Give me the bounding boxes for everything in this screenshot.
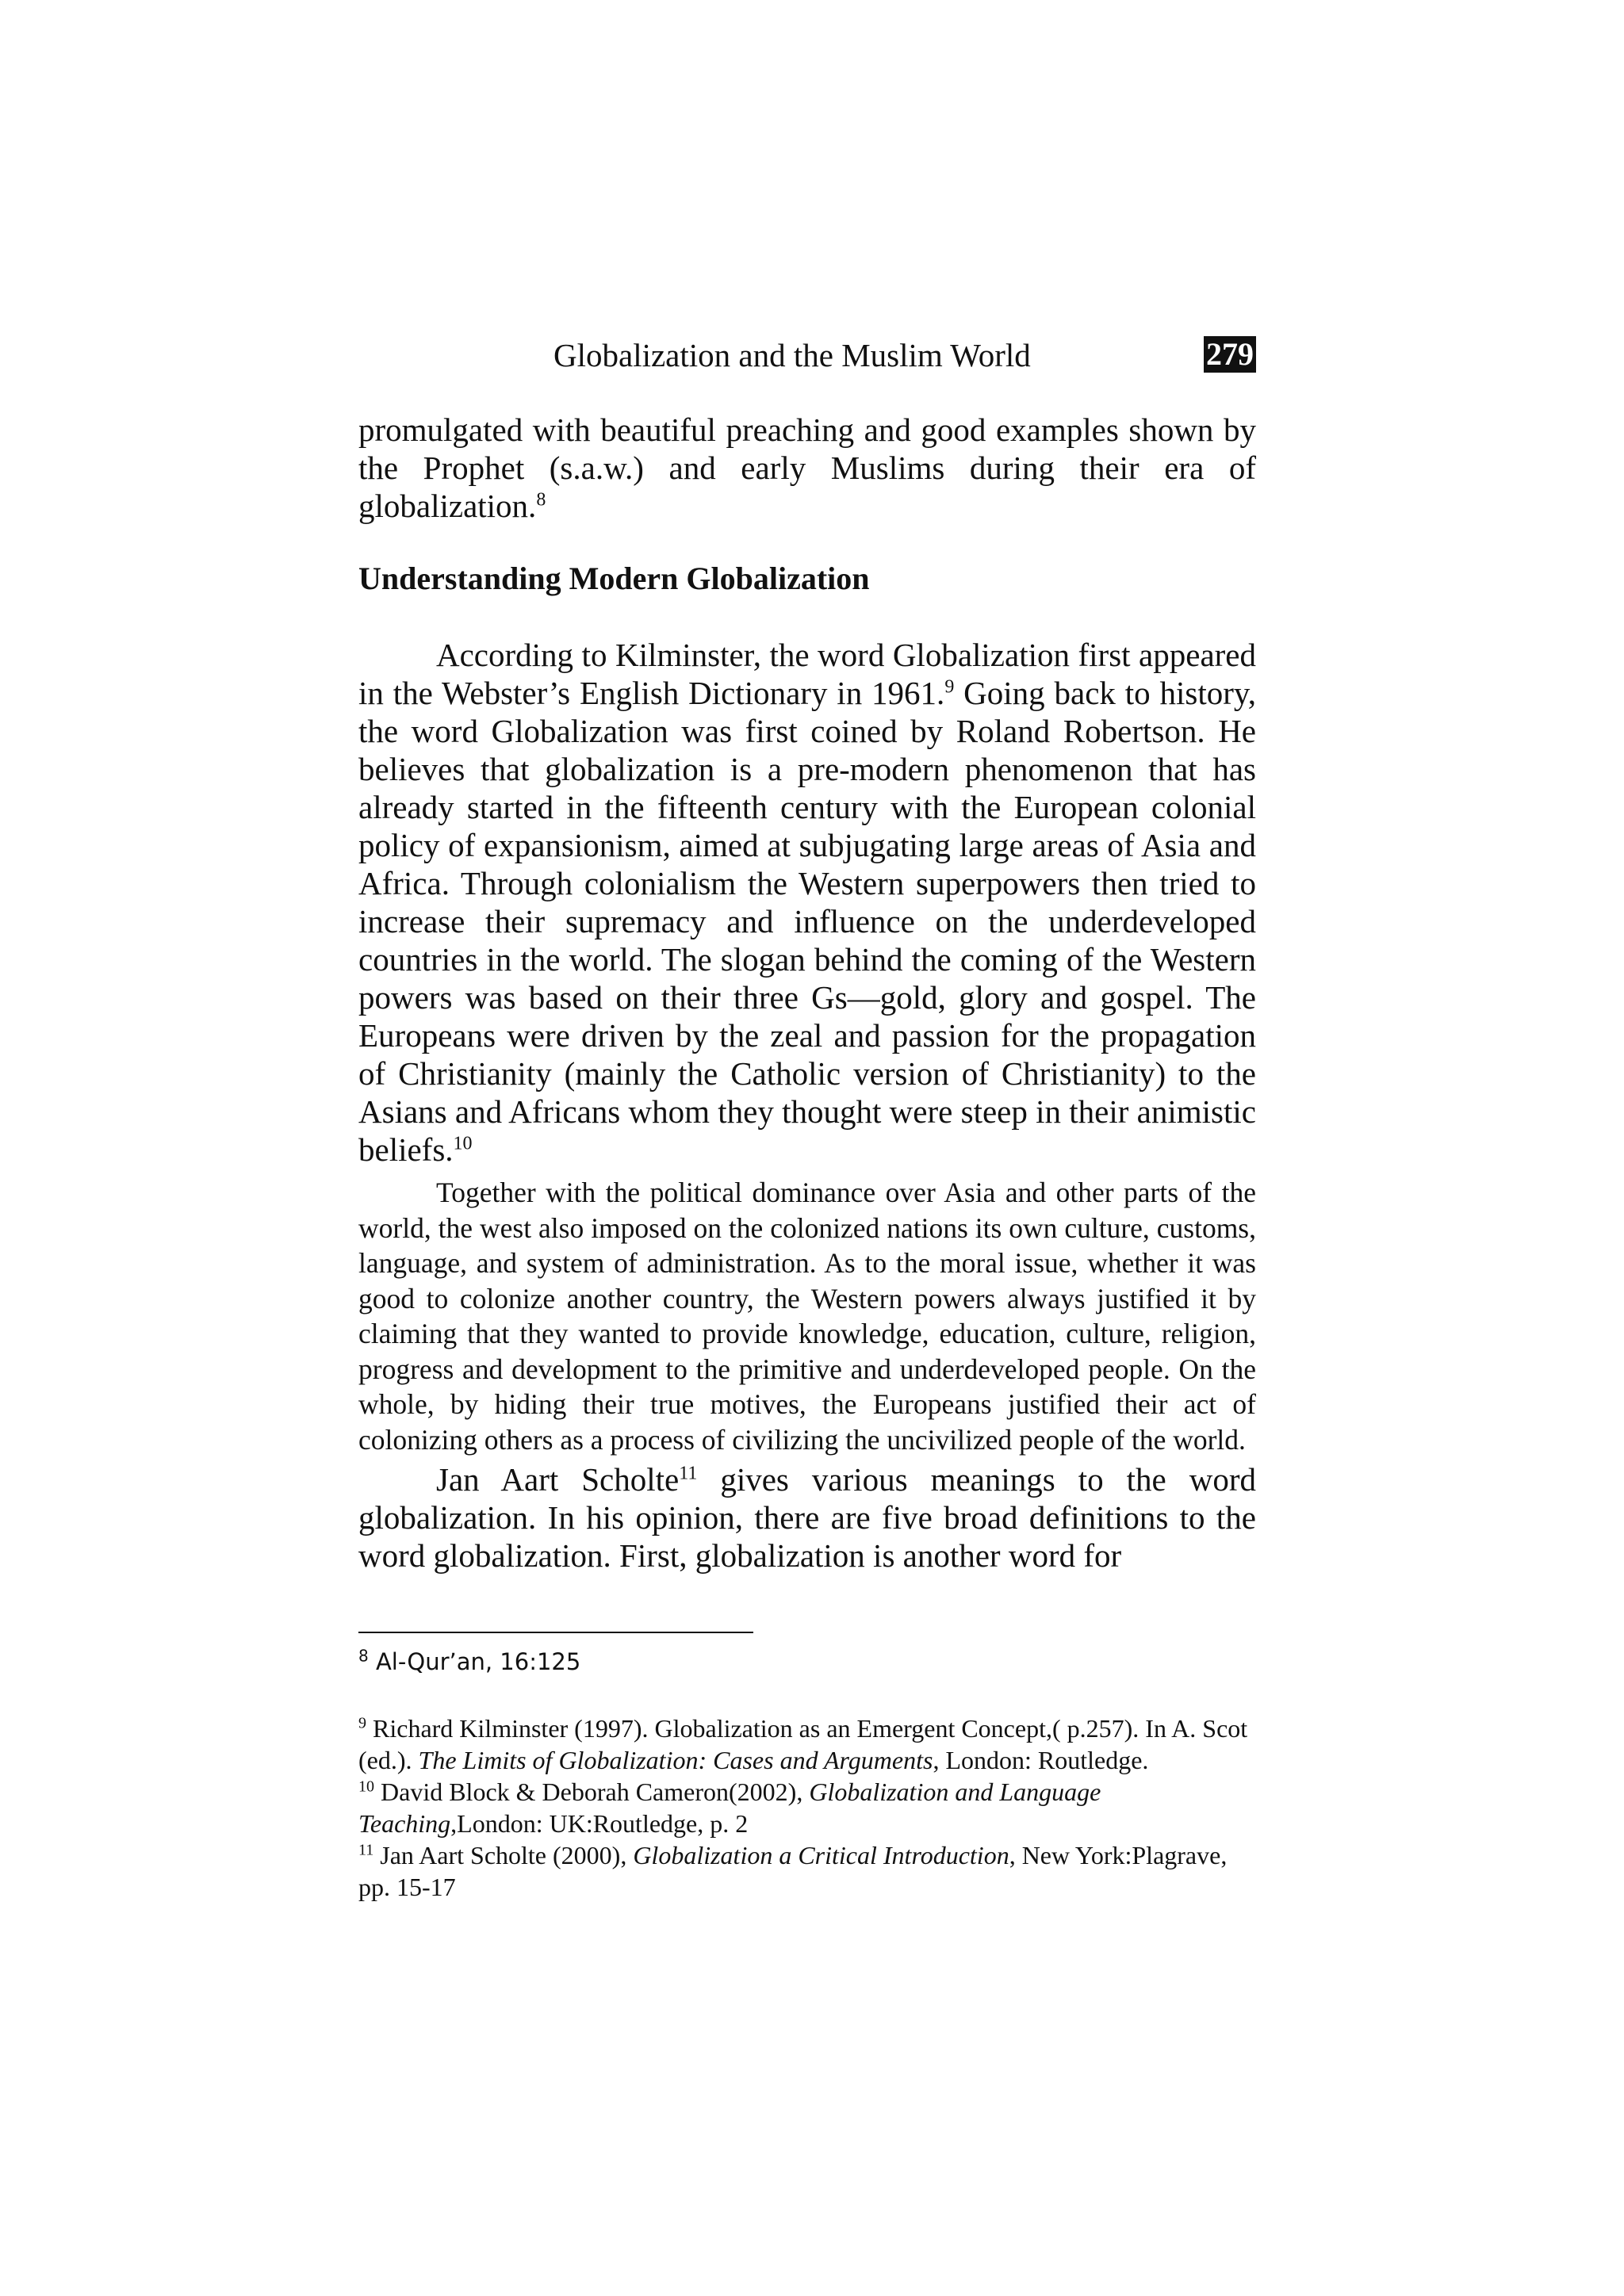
lead-paragraph-text: promulgated with beautiful preaching and good examples shown by the Prophet (s.a.w.) and early Muslims during their era of globalization. (358, 411, 1256, 524)
footnote-8 (358, 1646, 1256, 1678)
footnotes (358, 1646, 1256, 1903)
footnote-10-text-a: David Block & Deborah Cameron(2002), (381, 1777, 810, 1806)
footnote-10 (358, 1776, 1256, 1839)
section-heading: Understanding Modern Globalization (358, 561, 870, 596)
paragraph-colonialism: Together with the political dominance over Asia and other parts of the world, the west also imposed on the colonized nations its own culture, customs, language, and system of administration. As to the moral issue, whether it was good to colonize another country, the Western powers always justified it by claiming that they wanted to provide knowledge, education, culture, religion, progress and development to the primitive and underdeveloped people. On the whole, by hiding their true motives, the Europeans justified their act of colonizing others as a process of civilizing the uncivilized people of the world. (358, 1177, 1256, 1456)
footnote-9-text-a: Richard Kilminster (1997). Globalization as an Emergent Concept,( p.257). In A. Scot (ed.). (358, 1714, 1248, 1774)
footnote-9 (358, 1712, 1256, 1776)
footnote-9-number: 9 (358, 1714, 366, 1732)
page-header (358, 331, 1256, 379)
footnote-10-title: Globalization and Language Teaching (358, 1777, 1101, 1838)
footnote-divider (358, 1632, 753, 1633)
lead-paragraph (358, 411, 1256, 525)
paragraph-kilminster (358, 636, 1256, 1169)
page-number: 279 (1204, 336, 1256, 373)
footnote-11 (358, 1839, 1256, 1903)
footnote-ref-11: 11 (679, 1463, 698, 1484)
paragraph-scholte-text-b: gives various meanings to the word globalization. In his opinion, there are five broad definitions to the word globalization. First, globalization is another word for (358, 1461, 1256, 1574)
footnote-ref-9: 9 (944, 676, 955, 698)
footnote-ref-8: 8 (536, 489, 546, 511)
footnote-10-number: 10 (358, 1777, 374, 1796)
footnote-8-number: 8 (358, 1646, 369, 1666)
paragraph-kilminster-text-a: According to Kilminster, the word Globalization first appeared in the Webster’s English Dictionary in 1961. (358, 637, 1256, 711)
paragraph-scholte (358, 1460, 1256, 1575)
paragraph-kilminster-text-b: Going back to history, the word Globalization was first coined by Roland Robertson. He believes that globalization is a pre-modern phenomenon that has already started in the fifteenth century with the European colonial policy of expansionism, aimed at subjugating large areas of Asia and Africa. Through colonialism the Western superpowers then tried to increase their supremacy and influence on the underdeveloped countries in the world. The slogan behind the coming of the Western powers was based on their three Gs—gold, glory and gospel. The Europeans were driven by the zeal and passion for the propagation of Christianity (mainly the Catholic version of Christianity) to the Asians and Africans whom they thought were steep in their animistic beliefs. (358, 675, 1257, 1168)
footnote-11-title: Globalization a Critical Introduction (633, 1841, 1009, 1869)
footnote-10-text-b: ,London: UK:Routledge, p. 2 (450, 1809, 749, 1838)
running-title: Globalization and the Muslim World (553, 337, 1031, 373)
footnote-8-text: Al-Qur’an, 16:125 (375, 1648, 581, 1675)
footnote-9-title: The Limits of Globalization: Cases and Arguments (418, 1746, 933, 1774)
footnote-11-text-a: Jan Aart Scholte (2000), (380, 1841, 634, 1869)
body-text (358, 411, 1256, 1575)
footnote-9-text-b: , London: Routledge. (933, 1746, 1149, 1774)
footnote-11-text-b: , New York:Plagrave, pp. 15-17 (358, 1841, 1228, 1901)
footnote-11-number: 11 (358, 1841, 374, 1859)
footnote-ref-10: 10 (453, 1133, 473, 1154)
paragraph-scholte-text-a: Jan Aart Scholte (436, 1461, 680, 1498)
